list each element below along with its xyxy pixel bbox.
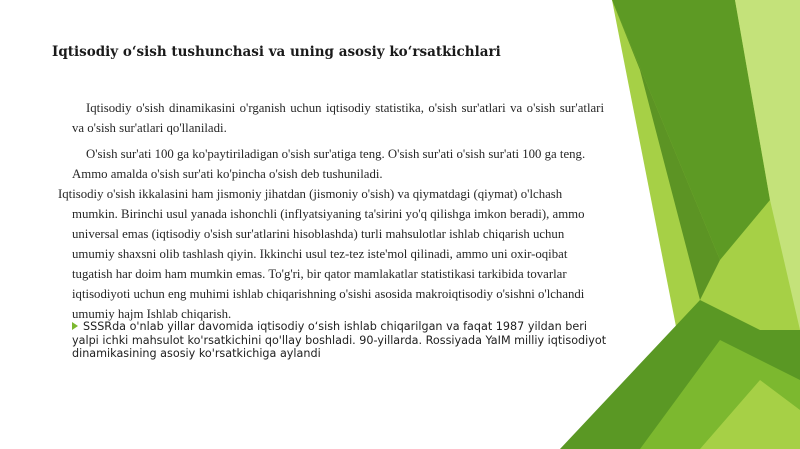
bullet-text: SSSRda o'nlab yillar davomida iqtisodiy o‘sish ishlab chiqarilgan va faqat 1987 yildan beri yalpi ichki mahsulot ko'rsatkichini qo'llay boshladi. 90-yillarda. Rossiyada YaIM milliy iqtisodiyot dinamikasining asosiy ko'rsatkichiga aylandi [72,320,607,360]
paragraph-2-body: Iqtisodiy o'sish ikkalasini ham jismoniy jihatdan (jismoniy o'sish) va qiymatdagi (qiymat) o'lchash mumkin. Birinchi usul yanada ishonchli (inflyatsiyaning ta'sirini yo'q qilishga imkon beradi), ammo universal emas (iqtisodiy o'sish sur'atlarini hisoblashda) turli mahsulotlar ishlab chiqarish uchun umumiy shaxsni olib tashlash qiyin. Ikkinchi usul tez-tez iste'mol qilinadi, ammo uni oxir-oqibat tugatish har doim ham mumkin emas. To'g'ri, bir qator mamlakatlar statistikasi tarkibida tovarlar iqtisodiyoti uchun eng muhimi ishlab chiqarishning o'sishi asosida makroiqtisodiy o'sishni o'lchandi umumiy hajm Ishlab chiqarish. [58,187,585,321]
triangle-bullet-icon [72,322,78,330]
paragraph-2 [58,144,604,324]
paragraph-2-lead: O'sish sur'ati 100 ga ko'paytiriladigan o'sish sur'atiga teng. O'sish sur'ati o'sish sur'ati 100 ga teng. Ammo amalda o'sish sur'ati ko'pincha o'sish deb tushuniladi. [72,147,586,181]
paragraph-1: Iqtisodiy o'sish dinamikasini o'rganish uchun iqtisodiy statistika, o'sish sur'atlari va o'sish sur'atlari va o'sish sur'atlari qo'llaniladi. [72,101,604,135]
slide-title: Iqtisodiy o‘sish tushunchasi va uning asosiy ko‘rsatkichlari [52,44,501,60]
bullet-item [72,320,612,361]
